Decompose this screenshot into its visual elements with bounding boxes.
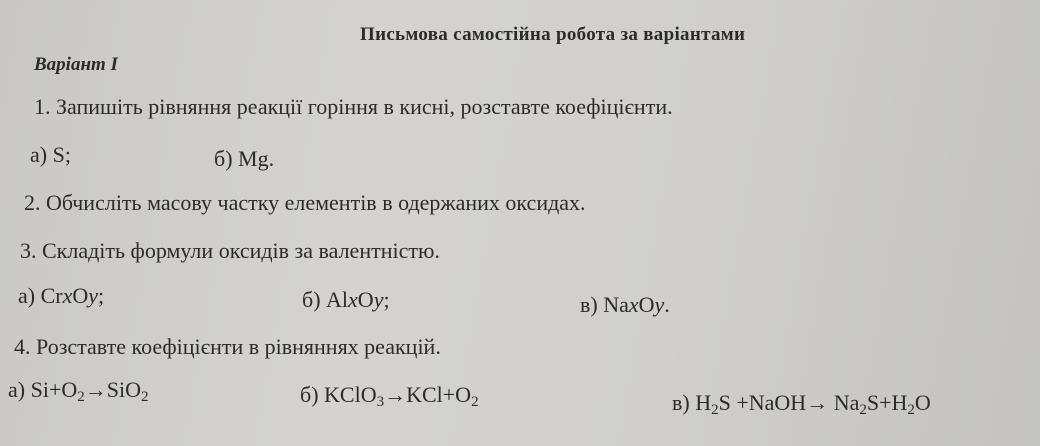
formula-part: Na — [828, 390, 860, 415]
option-prefix: а) — [18, 283, 41, 308]
index-variable: y — [88, 283, 99, 308]
variant-label: Варіант І — [34, 54, 118, 75]
task-2-text: 2. Обчисліть масову частку елементів в одержаних оксидах. — [24, 190, 586, 215]
index-variable: y — [373, 287, 384, 312]
option-prefix: в) — [580, 292, 604, 317]
index-variable: y — [654, 292, 665, 317]
formula-part: Si+O — [30, 377, 78, 402]
formula-part: S+H — [866, 390, 908, 415]
subscript: 2 — [859, 402, 867, 418]
element-symbol: Cr — [40, 283, 63, 308]
subscript: 3 — [376, 394, 385, 410]
formula-part: KClO — [324, 382, 377, 407]
subscript: 2 — [141, 389, 149, 405]
task-1-option-a: а) S; — [30, 142, 71, 167]
punctuation: ; — [98, 283, 105, 308]
task-1-option-b: б) Mg. — [214, 146, 275, 171]
task-4-equation-c — [672, 390, 931, 416]
index-variable: x — [628, 292, 639, 317]
task-1-text: 1. Запишіть рівняння реакції горіння в кисні, розставте коефіцієнти. — [34, 94, 673, 119]
subscript: 2 — [711, 402, 719, 418]
reaction-arrow: → — [384, 382, 407, 407]
option-prefix: а) — [8, 377, 31, 402]
task-3-text: 3. Складіть формули оксидів за валентністю. — [20, 238, 440, 263]
subscript: 2 — [907, 402, 915, 418]
task-4-equation-a — [8, 377, 149, 403]
element-symbol: Na — [603, 292, 629, 317]
page-title: Письмова самостійна робота за варіантами — [360, 24, 746, 45]
formula-part: SiO — [106, 377, 141, 402]
option-prefix: б) — [300, 382, 325, 407]
index-variable: x — [348, 287, 358, 312]
reaction-arrow: → — [806, 390, 829, 415]
formula-part: KCl+O — [406, 382, 472, 407]
task-3-option-c — [580, 292, 670, 318]
formula-part: H — [695, 390, 712, 415]
option-prefix: б) — [302, 287, 327, 312]
subscript: 2 — [77, 389, 85, 405]
index-variable: x — [62, 283, 73, 308]
option-prefix: в) — [672, 390, 696, 415]
punctuation: . — [664, 292, 670, 317]
punctuation: ; — [383, 287, 390, 312]
task-4-text: 4. Розставте коефіцієнти в рівняннях реакцій. — [14, 334, 441, 359]
subscript: 2 — [471, 394, 479, 410]
task-3-option-a — [18, 283, 104, 309]
element-symbol: O — [638, 292, 655, 317]
element-symbol: O — [357, 287, 374, 312]
task-4-equation-b — [300, 382, 479, 408]
formula-part: S +NaOH — [718, 390, 807, 415]
element-symbol: O — [72, 283, 89, 308]
element-symbol: Al — [326, 287, 349, 312]
reaction-arrow: → — [84, 377, 107, 402]
task-3-option-b — [302, 287, 390, 313]
formula-part: O — [914, 390, 931, 415]
